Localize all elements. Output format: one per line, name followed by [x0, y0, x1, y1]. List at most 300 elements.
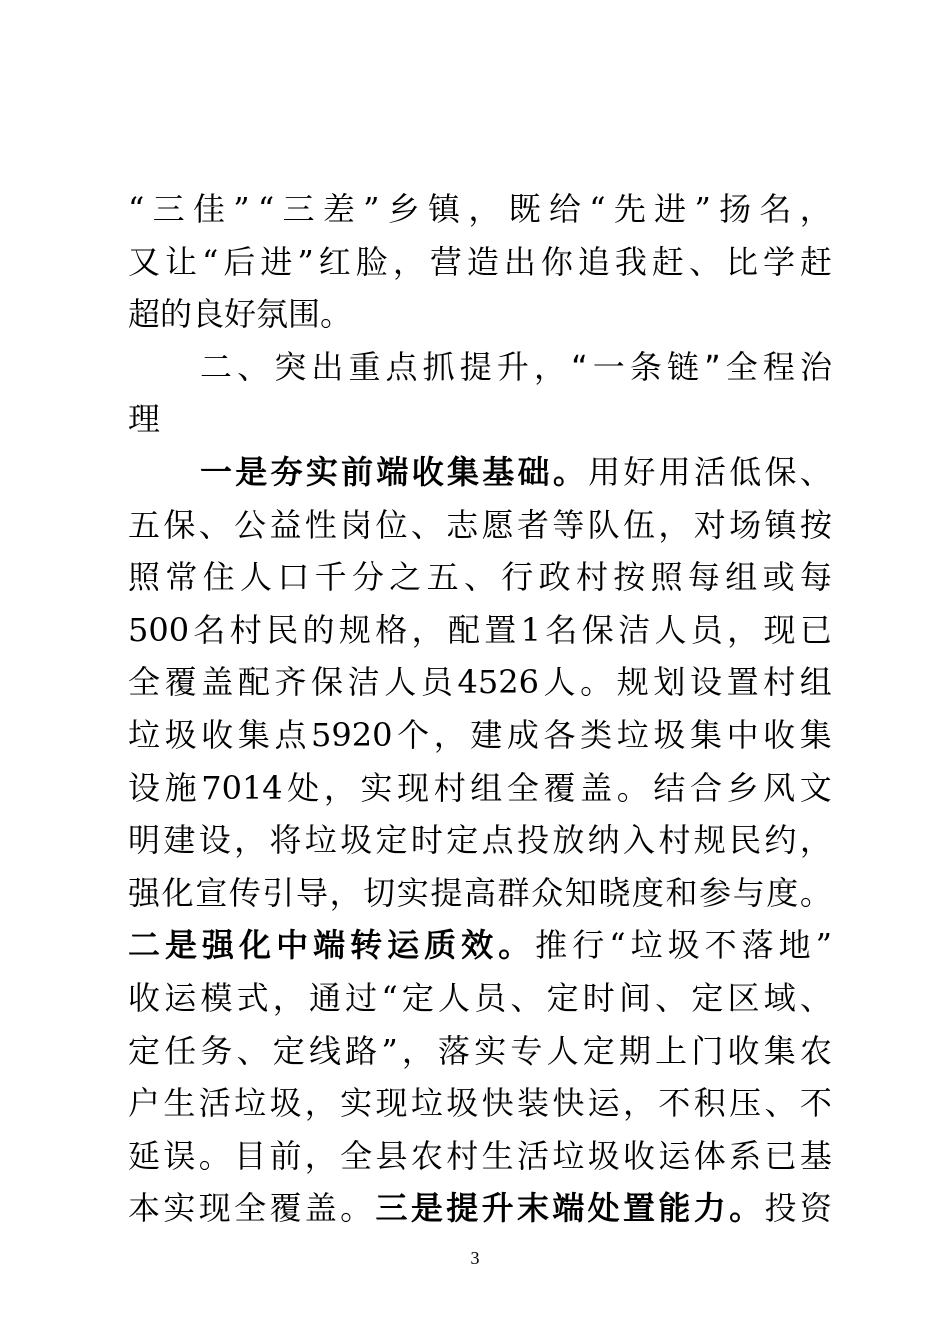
glyph: 类: [580, 715, 613, 754]
glyph: 上: [655, 1031, 688, 1070]
glyph: 前: [341, 452, 374, 491]
glyph: 学: [762, 242, 795, 281]
glyph: 集: [237, 715, 270, 754]
glyph: 运: [387, 926, 420, 965]
glyph: 公: [234, 505, 267, 544]
glyph: 按: [613, 558, 646, 597]
glyph: 五: [128, 505, 161, 544]
glyph: 按: [799, 505, 832, 544]
glyph: 区: [727, 978, 760, 1017]
glyph: 差: [322, 190, 355, 228]
glyph: 。: [729, 1189, 762, 1228]
glyph: 活: [693, 452, 726, 491]
glyph: 间: [618, 978, 651, 1017]
glyph: 高: [463, 873, 496, 912]
glyph: 治: [799, 347, 832, 386]
glyph: ，: [658, 505, 691, 544]
glyph: 垃: [552, 1136, 585, 1175]
glyph: 活: [516, 1136, 549, 1175]
glyph: 全: [506, 768, 539, 807]
glyph: 端: [552, 1189, 585, 1228]
glyph: 村: [446, 1136, 479, 1175]
glyph: 生: [163, 1084, 196, 1123]
glyph: 洁: [618, 610, 651, 649]
glyph: ，: [799, 821, 832, 860]
glyph: 既: [508, 190, 541, 228]
glyph: 收: [623, 1136, 656, 1175]
glyph: 置: [726, 663, 759, 702]
glyph: 度: [766, 873, 799, 912]
glyph: “: [257, 190, 275, 228]
glyph: 后: [223, 242, 256, 281]
glyph: 强: [128, 873, 161, 912]
glyph: 处: [287, 768, 320, 807]
glyph: 垃: [128, 715, 161, 754]
glyph: 置: [484, 610, 517, 649]
glyph: 快: [481, 1084, 514, 1123]
glyph: 、: [510, 978, 543, 1017]
glyph: 岗: [340, 505, 373, 544]
glyph: ，: [411, 610, 444, 649]
glyph: 收: [128, 978, 161, 1017]
glyph: 保: [311, 663, 344, 702]
glyph: 三: [152, 190, 185, 228]
text-line-14: [128, 867, 832, 920]
glyph: 扬: [719, 190, 752, 228]
glyph: 、: [799, 452, 832, 491]
glyph: 众: [531, 873, 564, 912]
glyph: 定: [691, 978, 724, 1017]
glyph: 口: [277, 558, 310, 597]
text-line-12: [128, 762, 832, 815]
text-line-20: [128, 1182, 832, 1235]
glyph: “: [589, 190, 606, 228]
glyph: 员: [474, 978, 507, 1017]
glyph: 住: [202, 558, 235, 597]
glyph: 收: [201, 715, 234, 754]
glyph: 点: [481, 821, 514, 860]
glyph: 约: [764, 821, 797, 860]
glyph: 风: [763, 768, 796, 807]
glyph: 不: [704, 926, 737, 965]
glyph: ，: [272, 978, 305, 1017]
glyph: 出: [311, 347, 344, 386]
glyph: 名: [759, 190, 792, 228]
glyph: 一: [592, 347, 625, 386]
glyph: 垃: [410, 1084, 443, 1123]
glyph: 愿: [481, 505, 514, 544]
glyph: 现: [198, 1189, 231, 1228]
glyph: 强: [202, 926, 235, 965]
glyph: ”: [381, 1031, 398, 1070]
glyph: 红: [318, 242, 351, 281]
glyph: 脸: [355, 242, 388, 281]
glyph: 个: [397, 715, 430, 754]
glyph: 施: [164, 768, 197, 807]
glyph: 者: [516, 505, 549, 544]
text-line-19: [128, 1130, 832, 1183]
glyph: 集: [763, 1031, 796, 1070]
glyph: 又: [128, 242, 161, 281]
glyph: 农: [410, 1136, 443, 1175]
glyph: 能: [658, 1189, 691, 1228]
glyph: 圾: [587, 1136, 620, 1175]
glyph: 实: [360, 768, 393, 807]
glyph: 设: [128, 768, 161, 807]
glyph: 覆: [269, 1189, 302, 1228]
glyph: 。: [552, 452, 585, 491]
glyph: 突: [274, 347, 307, 386]
glyph: 本: [128, 1189, 161, 1228]
glyph: 晓: [598, 873, 631, 912]
glyph: 定: [546, 978, 579, 1017]
glyph: 体: [693, 1136, 726, 1175]
glyph: 升: [496, 347, 529, 386]
glyph: 专: [510, 1031, 543, 1070]
glyph: 场: [729, 505, 762, 544]
glyph: 格: [375, 610, 408, 649]
glyph: 任: [164, 1031, 197, 1070]
glyph: 程: [762, 347, 795, 386]
glyph: 五: [426, 558, 459, 597]
glyph: 化: [239, 926, 272, 965]
glyph: 。: [198, 1136, 231, 1175]
glyph: 已: [799, 610, 832, 649]
glyph: 、: [236, 1031, 269, 1070]
glyph: 位: [375, 505, 408, 544]
glyph: ，: [329, 873, 362, 912]
glyph: 生: [481, 1136, 514, 1175]
glyph: 提: [430, 873, 463, 912]
glyph: 宣: [195, 873, 228, 912]
glyph: 全: [340, 1136, 373, 1175]
glyph: 。: [580, 663, 613, 702]
glyph: 营: [429, 242, 462, 281]
glyph: 垃: [616, 715, 649, 754]
glyph: 中: [726, 715, 759, 754]
text-line-17: [128, 1025, 832, 1078]
glyph: 模: [200, 978, 233, 1017]
glyph: 圾: [446, 1084, 479, 1123]
glyph: 线: [308, 1031, 341, 1070]
glyph: 覆: [543, 768, 576, 807]
glyph: 村: [575, 558, 608, 597]
glyph: 户: [128, 1084, 161, 1123]
glyph: 村: [763, 663, 796, 702]
glyph: 洁: [347, 663, 380, 702]
glyph: 基: [799, 1136, 832, 1175]
glyph: 导: [295, 873, 328, 912]
glyph: 收: [763, 715, 796, 754]
glyph: 纳: [587, 821, 620, 860]
glyph: 收: [411, 452, 444, 491]
glyph: 出: [503, 242, 536, 281]
glyph: 夯: [270, 452, 303, 491]
glyph: 我: [614, 242, 647, 281]
glyph: 运: [658, 1136, 691, 1175]
glyph: 系: [729, 1136, 762, 1175]
glyph: 民: [266, 610, 299, 649]
text-line-16: [128, 972, 832, 1025]
glyph: 配: [237, 663, 270, 702]
glyph: 进: [260, 242, 293, 281]
glyph: 前: [269, 1136, 302, 1175]
glyph: 进: [654, 190, 687, 228]
glyph: 队: [587, 505, 620, 544]
text-line-6: [128, 446, 832, 499]
glyph: 分: [351, 558, 384, 597]
glyph: 镇: [428, 190, 461, 228]
glyph: 照: [128, 558, 161, 597]
glyph: ”: [704, 347, 721, 386]
glyph: 、: [463, 558, 496, 597]
glyph: 装: [516, 1084, 549, 1123]
glyph: 对: [693, 505, 726, 544]
glyph: 村: [229, 610, 262, 649]
glyph: 保: [764, 452, 797, 491]
glyph: 三: [282, 190, 315, 228]
glyph: 现: [397, 768, 430, 807]
glyph: 提: [446, 1189, 479, 1228]
glyph: 规: [693, 821, 726, 860]
glyph: 名: [545, 610, 578, 649]
glyph: 。: [616, 768, 649, 807]
glyph: 造: [466, 242, 499, 281]
glyph: 端: [376, 452, 409, 491]
glyph: ，: [234, 821, 267, 860]
glyph: ”: [363, 190, 380, 228]
glyph: 齐: [274, 663, 307, 702]
glyph: 全: [725, 347, 758, 386]
glyph: 期: [618, 1031, 651, 1070]
glyph: 全: [128, 663, 161, 702]
glyph: 组: [470, 768, 503, 807]
glyph: 比: [725, 242, 758, 281]
glyph: 点: [274, 715, 307, 754]
glyph: 规: [338, 610, 371, 649]
glyph: 规: [616, 663, 649, 702]
glyph: 一: [200, 452, 233, 491]
glyph: 升: [481, 1189, 514, 1228]
glyph: 垃: [234, 1084, 267, 1123]
glyph: ，: [727, 610, 760, 649]
glyph: 追: [577, 242, 610, 281]
glyph: 压: [729, 1084, 762, 1123]
glyph: “: [571, 347, 588, 386]
glyph: 5920: [311, 715, 393, 754]
glyph: 快: [552, 1084, 585, 1123]
glyph: 千: [314, 558, 347, 597]
glyph: 县: [375, 1136, 408, 1175]
glyph: 。: [799, 873, 832, 912]
glyph: 投: [516, 821, 549, 860]
glyph: 让: [165, 242, 198, 281]
glyph: 组: [799, 663, 832, 702]
glyph: 人: [546, 1031, 579, 1070]
glyph: 参: [699, 873, 732, 912]
glyph: 先: [613, 190, 646, 228]
glyph: 是: [410, 1189, 443, 1228]
glyph: 保: [581, 610, 614, 649]
glyph: 。: [498, 926, 531, 965]
glyph: 组: [725, 558, 758, 597]
body-text: [128, 183, 832, 1235]
glyph: 度: [631, 873, 664, 912]
glyph: 质: [424, 926, 457, 965]
text-line-9: [128, 604, 832, 657]
glyph: 人: [654, 610, 687, 649]
glyph: 端: [313, 926, 346, 965]
glyph: ”: [815, 926, 832, 965]
glyph: ，: [304, 1084, 337, 1123]
glyph: 实: [340, 1084, 373, 1123]
glyph: 域: [763, 978, 796, 1017]
text-line-8: [128, 551, 832, 604]
glyph: 1: [520, 610, 542, 649]
glyph: 划: [653, 663, 686, 702]
glyph: ，: [433, 715, 466, 754]
glyph: 盖: [304, 1189, 337, 1228]
section-heading-line-2: 理: [128, 400, 161, 439]
glyph: 圾: [667, 926, 700, 965]
glyph: 明: [128, 821, 161, 860]
glyph: 。: [340, 1189, 373, 1228]
glyph: 实: [163, 1189, 196, 1228]
glyph: 过: [345, 978, 378, 1017]
glyph: 用: [658, 452, 691, 491]
glyph: 镇: [764, 505, 797, 544]
glyph: 误: [163, 1136, 196, 1175]
glyph: 员: [690, 610, 723, 649]
glyph: 已: [764, 1136, 797, 1175]
glyph: 保: [163, 505, 196, 544]
glyph: 每: [687, 558, 720, 597]
glyph: 、: [688, 242, 721, 281]
glyph: 员: [420, 663, 453, 702]
glyph: 给: [548, 190, 581, 228]
glyph: 文: [799, 768, 832, 807]
glyph: ，: [468, 190, 501, 228]
glyph: 中: [276, 926, 309, 965]
glyph: 知: [564, 873, 597, 912]
glyph: 、: [764, 1084, 797, 1123]
glyph: 人: [239, 558, 272, 597]
glyph: 乡: [387, 190, 420, 228]
glyph: 三: [375, 1189, 408, 1228]
glyph: 成: [506, 715, 539, 754]
glyph: 人: [384, 663, 417, 702]
glyph: 农: [799, 1031, 832, 1070]
glyph: 与: [732, 873, 765, 912]
glyph: 链: [666, 347, 699, 386]
glyph: 盖: [201, 663, 234, 702]
glyph: 定: [401, 978, 434, 1017]
glyph: 益: [269, 505, 302, 544]
glyph: ”: [694, 190, 711, 228]
glyph: 政: [538, 558, 571, 597]
glyph: 点: [385, 347, 418, 386]
glyph: ，: [401, 1031, 434, 1070]
glyph: 实: [305, 452, 338, 491]
glyph: 人: [438, 978, 471, 1017]
glyph: 抓: [422, 347, 455, 386]
glyph: 圾: [340, 821, 373, 860]
glyph: 人: [543, 663, 576, 702]
glyph: 圾: [164, 715, 197, 754]
glyph: 、: [799, 978, 832, 1017]
glyph: 合: [689, 768, 722, 807]
glyph: 积: [693, 1084, 726, 1123]
glyph: 乡: [726, 768, 759, 807]
glyph: 或: [762, 558, 795, 597]
text-line-18: [128, 1077, 832, 1130]
glyph: 7014: [201, 768, 283, 807]
text-line-7: [128, 499, 832, 552]
glyph: 性: [304, 505, 337, 544]
glyph: 500: [128, 610, 190, 649]
glyph: 盖: [580, 768, 613, 807]
glyph: 好: [623, 452, 656, 491]
text-line-2: [128, 236, 832, 289]
glyph: ，: [323, 768, 356, 807]
text-line-11: [128, 709, 832, 762]
glyph: 处: [587, 1189, 620, 1228]
glyph: 村: [433, 768, 466, 807]
glyph: 低: [729, 452, 762, 491]
glyph: ”: [297, 242, 314, 281]
glyph: 建: [470, 715, 503, 754]
glyph: 之: [389, 558, 422, 597]
glyph: 、: [410, 505, 443, 544]
text-line-3: 超的良好氛围。: [128, 295, 353, 334]
glyph: 民: [729, 821, 762, 860]
glyph: 各: [543, 715, 576, 754]
glyph: 时: [410, 821, 443, 860]
glyph: 置: [623, 1189, 656, 1228]
glyph: 二: [128, 926, 161, 965]
glyph: 入: [623, 821, 656, 860]
glyph: 集: [799, 715, 832, 754]
glyph: 基: [482, 452, 515, 491]
glyph: 定: [446, 821, 479, 860]
glyph: 提: [459, 347, 492, 386]
glyph: ，: [533, 347, 566, 386]
glyph: 推: [535, 926, 568, 965]
glyph: 定: [128, 1031, 161, 1070]
glyph: 实: [474, 1031, 507, 1070]
glyph: 时: [582, 978, 615, 1017]
glyph: 地: [778, 926, 811, 965]
glyph: 务: [200, 1031, 233, 1070]
glyph: 村: [658, 821, 691, 860]
glyph: 运: [587, 1084, 620, 1123]
glyph: 等: [552, 505, 585, 544]
glyph: 、: [237, 347, 270, 386]
glyph: 转: [350, 926, 383, 965]
glyph: ，: [623, 1084, 656, 1123]
glyph: 伍: [623, 505, 656, 544]
glyph: 每: [799, 558, 832, 597]
glyph: 落: [438, 1031, 471, 1070]
glyph: 覆: [164, 663, 197, 702]
text-line-15: [128, 919, 832, 972]
text-line-1: [128, 183, 832, 236]
glyph: 结: [653, 768, 686, 807]
glyph: 条: [629, 347, 662, 386]
glyph: 常: [165, 558, 198, 597]
glyph: 垃: [630, 926, 663, 965]
glyph: 末: [516, 1189, 549, 1228]
